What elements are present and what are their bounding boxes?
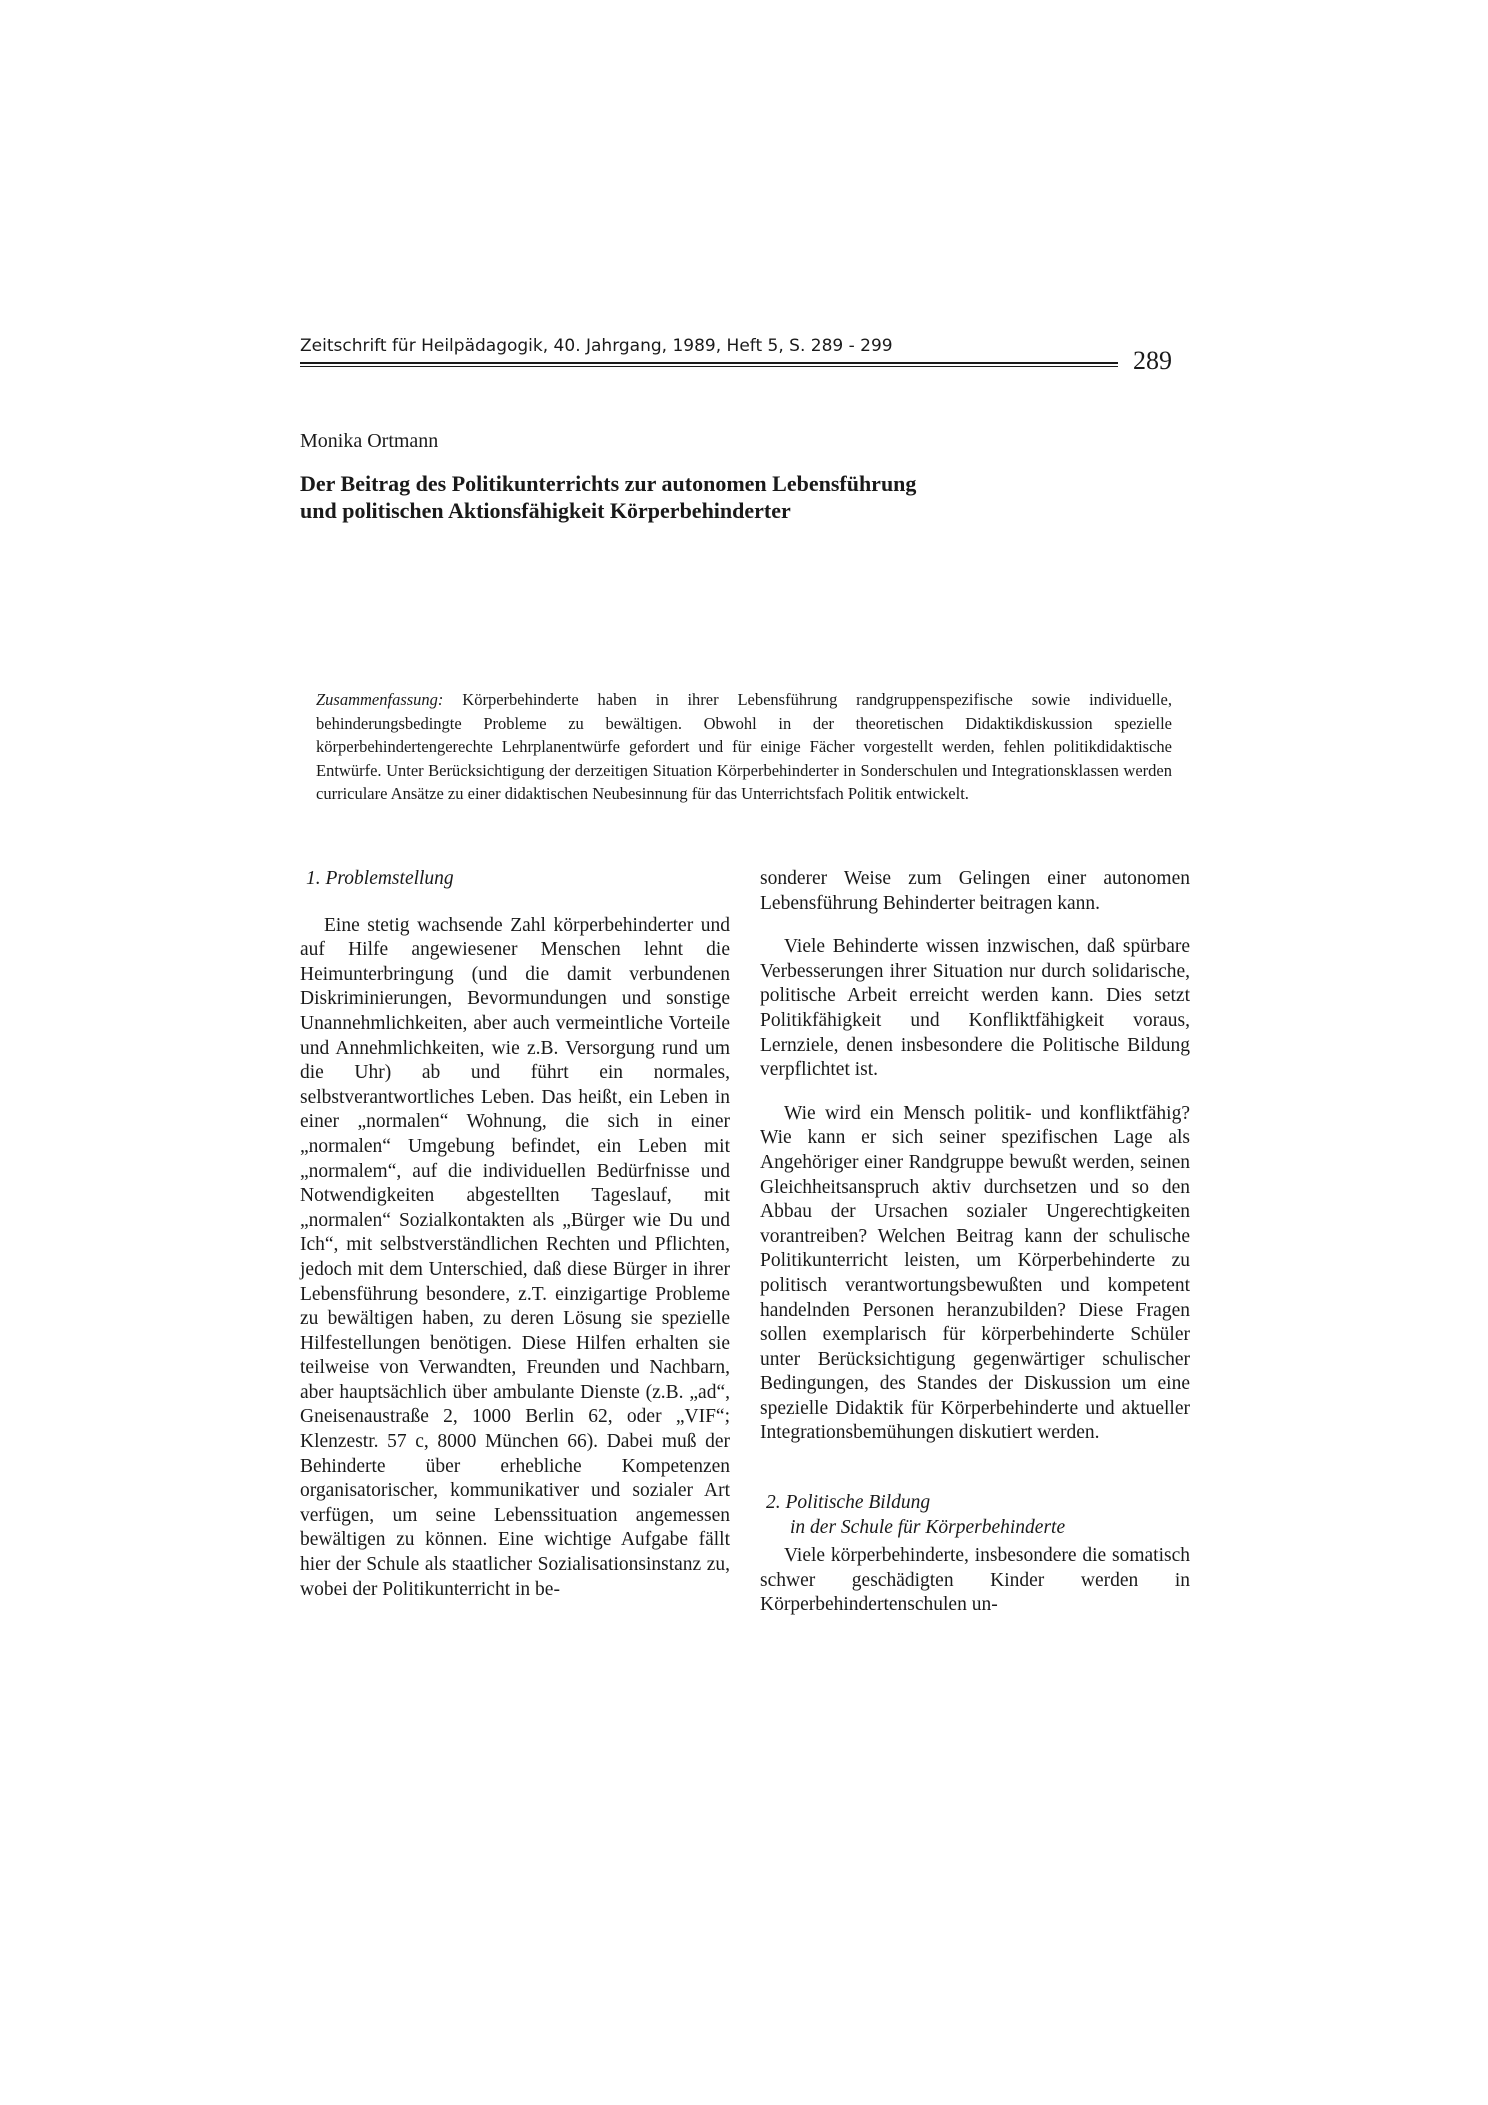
section-heading-2-line-2: in der Schule für Körperbehinderte [790, 1516, 1066, 1538]
paragraph-4: Viele körperbehinderte, insbesondere die somatisch schwer geschädigten Kinder werden in Körperbehindertenschulen un- [760, 1545, 1190, 1616]
title-line-2: und politischen Aktionsfähigkeit Körperbehinderter [300, 498, 791, 523]
abstract [316, 688, 1172, 806]
journal-citation: Zeitschrift für Heilpädagogik, 40. Jahrgang, 1989, Heft 5, S. 289 - 299 [300, 336, 893, 356]
section-heading-2 [760, 1491, 1190, 1540]
section-heading-2-line-1: 2. Politische Bildung [766, 1492, 931, 1514]
page-number: 289 [1133, 346, 1172, 375]
abstract-text: Körperbehinderte haben in ihrer Lebensführung randgruppenspezifische sowie individuelle, behinderungsbedingte Probleme zu bewältigen. Obwohl in der theoretischen Didaktikdiskussion spezielle körperbehindertengerechte Lehrplanentwürfe gefordert und für einige Fächer vorgestellt werden, fehlen politikdidaktische Entwürfe. Unter Berücksichtigung der derzeitigen Situation Körperbehinderter in Sonderschulen und Integrationsklassen werden curriculare Ansätze zu einer didaktischen Neubesinnung für das Unterrichtsfach Politik entwickelt. [316, 690, 1173, 803]
header-rule-thin [300, 366, 1118, 367]
paragraph-1: Eine stetig wachsende Zahl körperbehinderter und auf Hilfe angewiesener Menschen lehnt die Heimunterbringung (und die damit verbundenen Diskriminierungen, Bevormundungen und sonstige Unannehmlichkeiten, aber auch vermeintliche Vorteile und Annehmlichkeiten, wie z.B. Versorgung rund um die Uhr) ab und führt ein normales, selbstverantwortliches Leben. Das heißt, ein Leben in einer „normalen“ Wohnung, die sich in einer „normalen“ Umgebung befindet, ein Leben mit „normalem“, auf die individuellen Bedürfnisse und Notwendigkeiten abgestellten Tageslauf, mit „normalen“ Sozialkontakten als „Bürger wie Du und Ich“, mit selbstverständlichen Rechten und Pflichten, jedoch mit dem Unterschied, daß diese Bürger in ihrer Lebensführung besondere, z.T. einzigartige Probleme zu bewältigen haben, zu deren Lösung sie spezielle Hilfestellungen benötigen. Diese Hilfen erhalten sie teilweise von Verwandten, Freunden und Nachbarn, aber hauptsächlich über ambulante Dienste (z.B. „ad“, Gneisenaustraße 2, 1000 Berlin 62, oder „VIF“; Klenzestr. 57 c, 8000 München 66). Dabei muß der Behinderte über erhebliche Kompetenzen organisatorischer, kommunikativer und sozialer Art verfügen, um seine Lebenssituation angemessen bewältigen zu können. Eine wichtige Aufgabe fällt hier der Schule als staatlicher Sozialisationsinstanz zu, wobei der Politikunterricht in be- [300, 914, 730, 1600]
header-rule [300, 362, 1118, 364]
author-name: Monika Ortmann [300, 430, 439, 452]
section-heading-1: 1. Problemstellung [306, 868, 454, 889]
paragraph-3: Wie wird ein Mensch politik- und konfliktfähig? Wie kann er sich seiner spezifischen Lage als Angehöriger einer Randgruppe bewußt werden, seinen Gleichheitsanspruch aktiv durchsetzen und so den Abbau der Ursachen sozialer Ungerechtigkeiten vorantreiben? Welchen Beitrag kann der schulische Politikunterricht leisten, um Körperbehinderte zu politisch verantwortungsbewußten und kompetent handelnden Personen heranzubilden? Diese Fragen sollen exemplarisch für körperbehinderte Schüler unter Berücksichtigung gegenwärtiger schulischer Bedingungen, des Standes der Diskussion um eine spezielle Didaktik für Körperbehinderte und aktueller Integrationsbemühungen diskutiert werden. [760, 1102, 1190, 1444]
left-column [300, 867, 730, 1621]
abstract-label: Zusammenfassung: [316, 690, 444, 709]
paragraph-continued: sonderer Weise zum Gelingen einer autonomen Lebensführung Behinderter beitragen kann. [760, 868, 1190, 914]
right-column [760, 867, 1190, 1637]
article-title [300, 470, 1140, 524]
title-line-1: Der Beitrag des Politikunterrichts zur autonomen Lebensführung [300, 471, 917, 496]
section-spacer [760, 1465, 1190, 1491]
paragraph-2: Viele Behinderte wissen inzwischen, daß spürbare Verbesserungen ihrer Situation nur durch solidarische, politische Arbeit erreicht werden kann. Dies setzt Politikfähigkeit und Konfliktfähigkeit voraus, Lernziele, denen insbesondere die Politische Bildung verpflichtet ist. [760, 936, 1190, 1081]
